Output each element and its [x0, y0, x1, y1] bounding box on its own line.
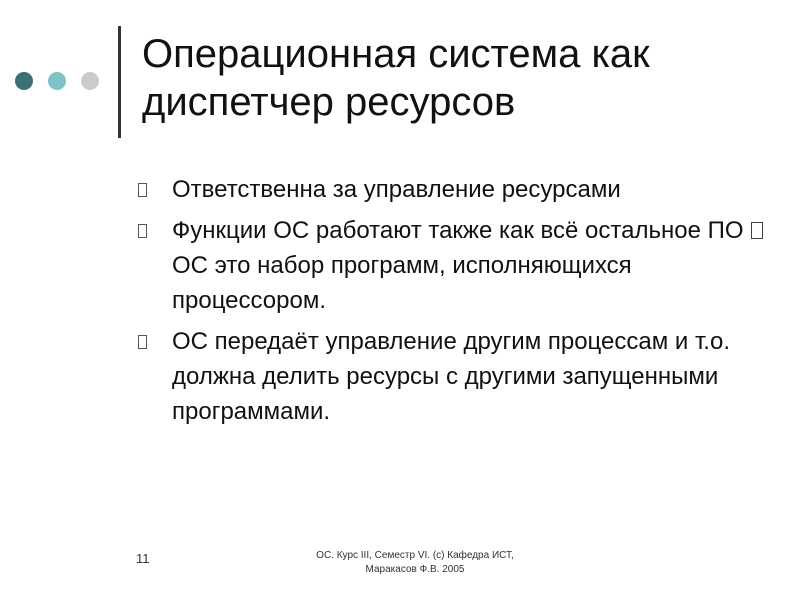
decorative-dots: [15, 72, 105, 92]
decorative-dot: [48, 72, 66, 90]
bullet-box-icon: [138, 183, 147, 197]
bullet-box-icon: [138, 335, 147, 349]
bullet-list: [130, 172, 770, 435]
missing-glyph-box-icon: [751, 222, 763, 239]
bullet-box-icon: [138, 224, 147, 238]
bullet-item: [130, 172, 770, 207]
title-divider-line: [118, 26, 121, 138]
bullet-text: ОС это набор программ, исполняющихся процессором.: [172, 252, 632, 314]
bullet-text: Функции ОС работают также как всё остальное ПО: [172, 217, 744, 244]
bullet-item: [130, 324, 770, 429]
footer-text: [270, 549, 560, 577]
bullet-text: ОС передаёт управление другим процессам и т.о. должна делить ресурсы с другими запущенными программами.: [172, 328, 730, 425]
footer-line: ОС. Курс III, Семестр VI. (с) Кафедра ИСТ,: [316, 550, 514, 561]
decorative-dot: [81, 72, 99, 90]
slide-title: Операционная система как диспетчер ресурсов: [142, 32, 650, 124]
decorative-dot: [15, 72, 33, 90]
bullet-text: Ответственна за управление ресурсами: [172, 176, 621, 203]
footer-line: Маракасов Ф.В. 2005: [365, 564, 465, 575]
bullet-item: [130, 213, 770, 318]
slide-number: 11: [136, 551, 150, 566]
